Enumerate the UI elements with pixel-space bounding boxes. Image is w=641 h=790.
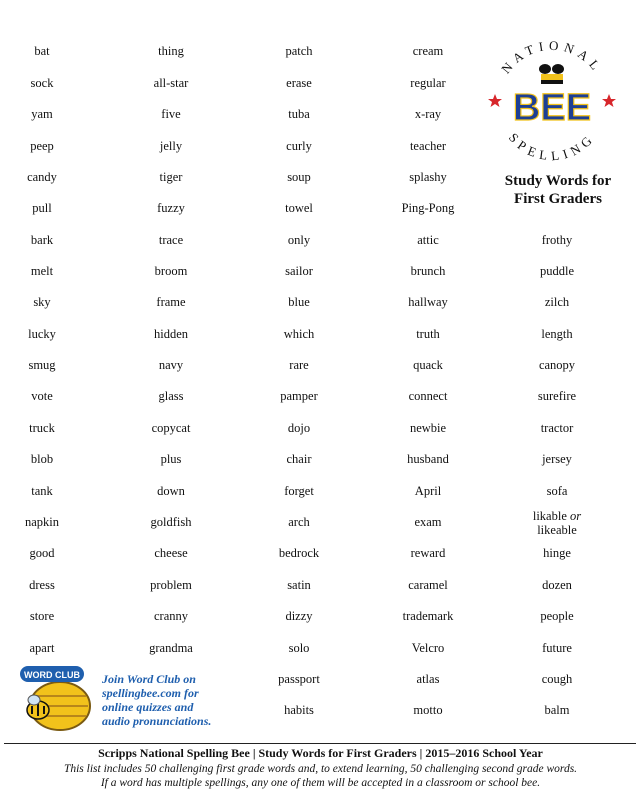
study-word: satin [287, 578, 311, 592]
study-word: likable or likeable [532, 509, 582, 537]
study-word: teacher [409, 139, 447, 153]
study-word: good [29, 546, 55, 560]
study-word: yam [31, 107, 53, 121]
study-word: attic [417, 233, 439, 247]
study-word: sky [33, 295, 51, 309]
page-title [490, 172, 626, 208]
study-word: forget [284, 484, 314, 498]
study-word: regular [410, 76, 446, 90]
study-word: cream [412, 44, 444, 58]
study-word: pamper [280, 389, 318, 403]
footer-title: Scripps National Spelling Bee | Study Words for First Graders | 2015–2016 School Year [98, 746, 543, 760]
study-word: only [287, 233, 311, 247]
study-word: curly [286, 139, 312, 153]
study-word: pull [32, 201, 52, 215]
study-word: smug [28, 358, 56, 372]
study-word: erase [286, 76, 312, 90]
word-club-line2: spellingbee.com for [102, 686, 199, 700]
study-word: blue [288, 295, 310, 309]
study-word: sock [30, 76, 54, 90]
study-word: peep [30, 139, 54, 153]
study-word: truth [416, 327, 440, 341]
study-word: jersey [542, 452, 572, 466]
footer-divider [4, 743, 636, 744]
study-word: jelly [159, 139, 183, 153]
study-word: lucky [28, 327, 56, 341]
study-word: bat [34, 44, 50, 58]
footer-description: This list includes 50 challenging first grade words and, to extend learning, 50 challenging second grade words. [63, 763, 578, 775]
study-word: quack [413, 358, 443, 372]
study-word: Ping-Pong [401, 201, 455, 215]
study-word: which [283, 327, 315, 341]
word-club-badge: WORD CLUB [24, 670, 80, 680]
logo-arc-top: NATIONAL [498, 37, 606, 77]
right-star-icon [602, 94, 616, 107]
study-word: cheese [154, 546, 188, 560]
study-word: passport [278, 672, 320, 686]
svg-text:NATIONAL [498, 38, 606, 77]
study-word: melt [30, 264, 54, 278]
study-word: trace [158, 233, 184, 247]
study-word: plus [160, 452, 182, 466]
study-word: motto [413, 703, 443, 717]
study-word: trademark [402, 609, 454, 623]
national-spelling-bee-logo [484, 36, 620, 168]
study-word: down [157, 484, 185, 498]
study-word: Velcro [411, 641, 445, 655]
study-word: husband [407, 452, 449, 466]
study-word: reward [410, 546, 446, 560]
study-word: caramel [408, 578, 448, 592]
study-word: exam [414, 515, 442, 529]
study-word: copycat [151, 421, 191, 435]
study-word: fuzzy [157, 201, 185, 215]
study-word: surefire [537, 389, 577, 403]
study-word: rare [289, 358, 309, 372]
study-word: grandma [149, 641, 193, 655]
study-word: candy [27, 170, 57, 184]
study-word: sailor [285, 264, 313, 278]
study-word: atlas [416, 672, 440, 686]
study-word: connect [408, 389, 448, 403]
study-word: habits [284, 703, 314, 717]
study-word: balm [544, 703, 570, 717]
study-word: towel [285, 201, 313, 215]
study-word: canopy [538, 358, 576, 372]
study-word: arch [288, 515, 310, 529]
study-word: length [541, 327, 573, 341]
study-word: frothy [541, 233, 573, 247]
study-word: bedrock [278, 546, 320, 560]
study-word: blob [30, 452, 54, 466]
page-title-line2: First Graders [514, 191, 602, 207]
study-word: zilch [544, 295, 570, 309]
logo-arc-bottom: SPELLING [505, 129, 599, 164]
study-word: dress [29, 578, 55, 592]
study-word: chair [286, 452, 312, 466]
logo-bee-text: BEE [512, 87, 592, 129]
study-word: broom [154, 264, 188, 278]
study-word: solo [288, 641, 310, 655]
word-club-line4: audio pronunciations. [102, 714, 212, 728]
study-word: people [540, 609, 574, 623]
study-word: tank [31, 484, 53, 498]
study-word: apart [29, 641, 55, 655]
study-word: future [542, 641, 572, 655]
svg-text:SPELLING [506, 130, 598, 164]
study-word: puddle [539, 264, 575, 278]
study-word: all-star [153, 76, 189, 90]
study-word: tuba [288, 107, 310, 121]
study-word: cranny [153, 609, 188, 623]
word-club-line1: Join Word Club on [102, 672, 196, 686]
study-word: bark [30, 233, 54, 247]
study-word: April [414, 484, 442, 498]
study-word: patch [285, 44, 313, 58]
study-word: vote [31, 389, 53, 403]
study-word: sofa [546, 484, 568, 498]
study-word: splashy [409, 170, 447, 184]
footer-description-2: If a word has multiple spellings, any one of them will be accepted in a classroom or school bee. [100, 777, 541, 789]
study-word: store [29, 609, 55, 623]
word-club-line3: online quizzes and [102, 700, 194, 714]
study-word: hidden [153, 327, 189, 341]
study-word: thing [158, 44, 184, 58]
study-word: dizzy [285, 609, 313, 623]
study-word: hallway [408, 295, 448, 309]
study-word: x-ray [414, 107, 442, 121]
study-word: glass [158, 389, 184, 403]
word-club-bee-icon [14, 660, 96, 732]
study-word: newbie [409, 421, 447, 435]
study-word: tractor [540, 421, 574, 435]
study-word: navy [158, 358, 184, 372]
study-word: truck [29, 421, 55, 435]
study-word: brunch [410, 264, 446, 278]
word-club-promo [102, 672, 252, 728]
page-title-line1: Study Words for [504, 173, 612, 189]
study-word: frame [156, 295, 186, 309]
study-word: dojo [287, 421, 311, 435]
study-word: napkin [24, 515, 60, 529]
study-word: hinge [543, 546, 571, 560]
study-word: dozen [542, 578, 572, 592]
study-word: cough [541, 672, 573, 686]
left-star-icon [488, 94, 502, 107]
study-word: problem [150, 578, 192, 592]
study-word: goldfish [150, 515, 192, 529]
study-word: soup [287, 170, 311, 184]
study-word: five [161, 107, 181, 121]
study-word: tiger [159, 170, 183, 184]
